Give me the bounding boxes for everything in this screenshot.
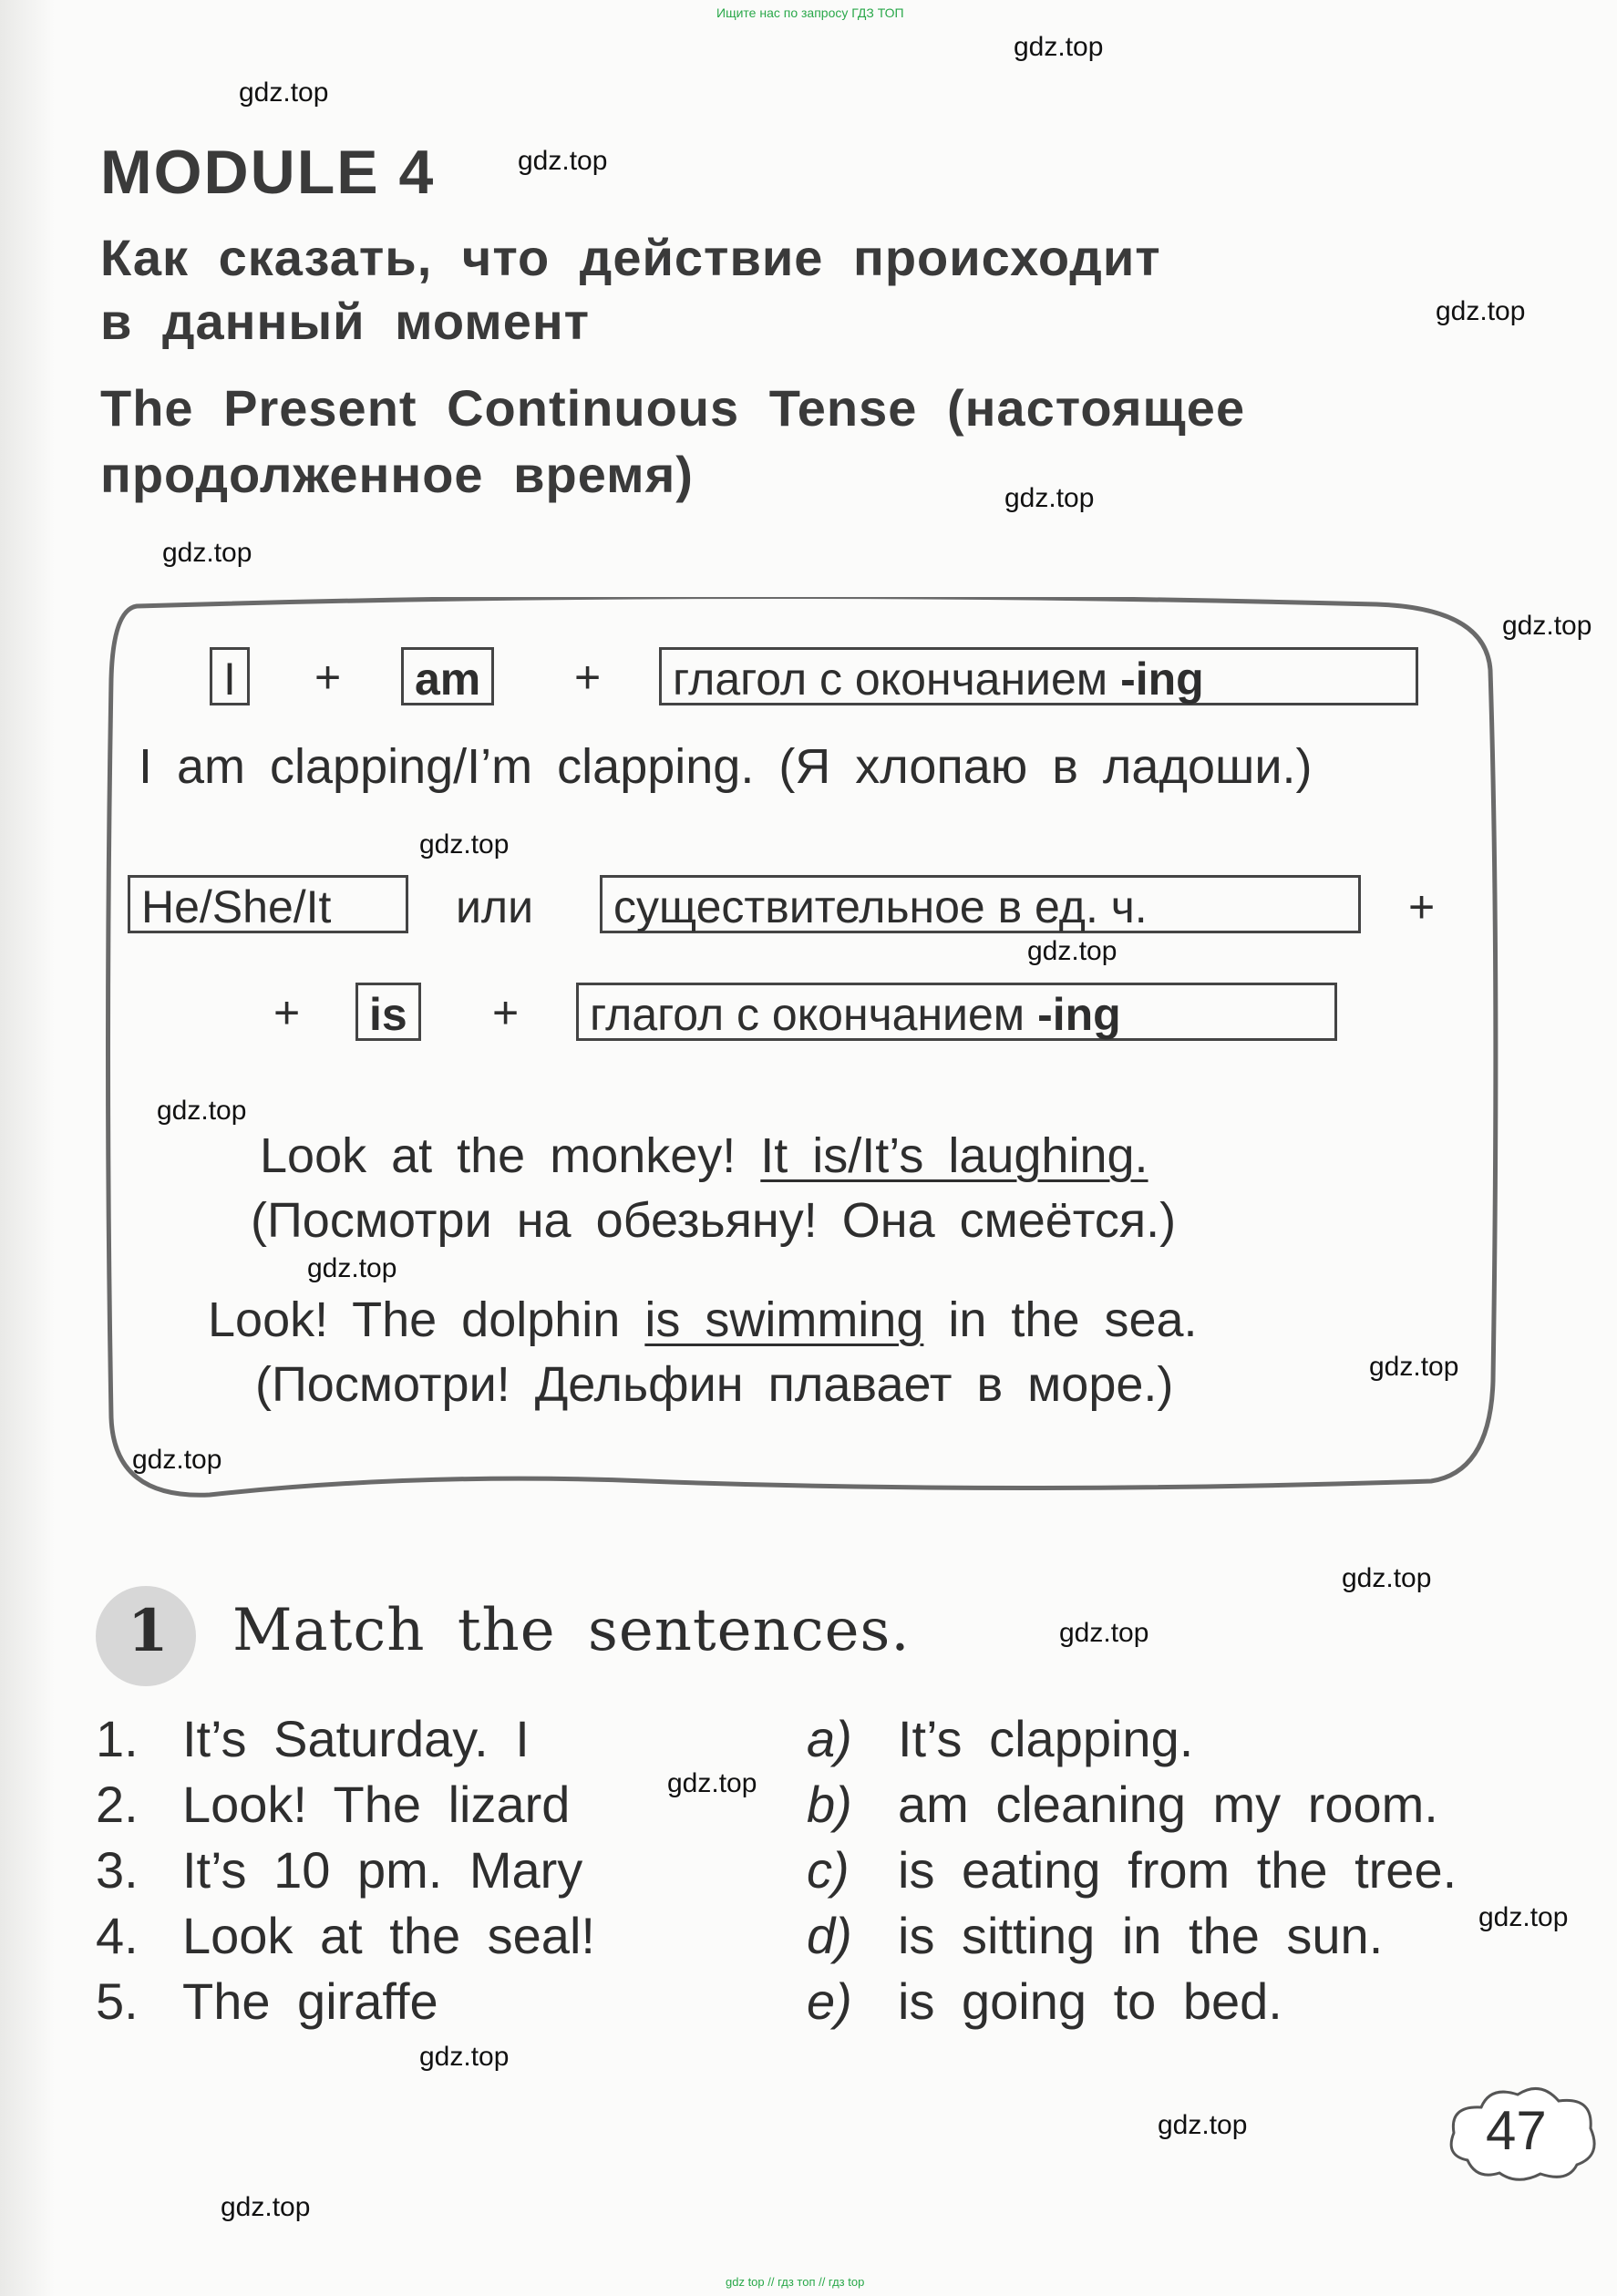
left-item-text: Look at the seal! [182, 1907, 595, 1964]
left-item-num: 5. [96, 1972, 139, 2030]
right-item-text: is sitting in the sun. [898, 1907, 1384, 1964]
right-item-letter: a) [807, 1710, 852, 1767]
example-dolphin-translation: (Посмотри! Дельфин плавает в море.) [255, 1357, 1174, 1412]
plus-sign: + [492, 987, 520, 1038]
left-item-text: It’s Saturday. I [182, 1710, 530, 1767]
task-title: Match the sentences. [232, 1597, 911, 1664]
watermark: gdz.top [307, 1253, 397, 1283]
example-monkey-verb: It is/It’s laughing. [760, 1128, 1148, 1183]
right-item-text: is eating from the tree. [898, 1841, 1457, 1899]
example-monkey [260, 1127, 1148, 1184]
right-item-text: am cleaning my room. [898, 1776, 1438, 1833]
top-banner: Ищите нас по запросу ГДЗ ТОП [716, 5, 904, 20]
example-dolphin [208, 1292, 1198, 1348]
left-item-num: 4. [96, 1907, 139, 1964]
example-monkey-translation: (Посмотри на обезьяну! Она смеётся.) [251, 1193, 1177, 1248]
right-item-letter: c) [807, 1841, 850, 1899]
left-item-num: 2. [96, 1776, 139, 1833]
example-dolphin-end: in the sea. [923, 1292, 1198, 1347]
left-item-num: 1. [96, 1710, 139, 1767]
bottom-banner: gdz top // гдз топ // гдз top [726, 2275, 865, 2289]
ing-suffix: -ing [1120, 654, 1204, 705]
right-item-letter: e) [807, 1972, 852, 2030]
watermark: gdz.top [1342, 1563, 1432, 1593]
watermark: gdz.top [1059, 1618, 1149, 1648]
watermark: gdz.top [157, 1096, 247, 1126]
verb-ing-text: глагол с окончанием [673, 654, 1121, 705]
pronoun-he-she-it-box: He/She/It [128, 875, 408, 933]
watermark: gdz.top [132, 1445, 222, 1475]
aux-is-box: is [355, 983, 421, 1041]
plus-sign: + [273, 987, 301, 1038]
right-item-text: is going to bed. [898, 1972, 1282, 2030]
right-item-text: It’s clapping. [898, 1710, 1194, 1767]
example-monkey-text: Look at the monkey! [260, 1128, 761, 1183]
watermark: gdz.top [667, 1768, 757, 1798]
right-item-letter: d) [807, 1907, 852, 1964]
watermark: gdz.top [1158, 2110, 1248, 2140]
page-edge-shadow [0, 0, 55, 2296]
watermark: gdz.top [221, 2192, 311, 2222]
module-title: MODULE 4 [100, 138, 436, 207]
plus-sign: + [314, 652, 342, 703]
watermark: gdz.top [1502, 611, 1592, 641]
heading-line-2: в данный момент [100, 293, 591, 350]
watermark: gdz.top [518, 146, 608, 176]
or-label: или [456, 881, 534, 932]
watermark: gdz.top [1014, 32, 1104, 62]
plus-sign: + [1408, 881, 1436, 932]
watermark: gdz.top [1004, 483, 1095, 513]
watermark: gdz.top [419, 2042, 510, 2072]
watermark: gdz.top [1478, 1902, 1569, 1932]
verb-ing-text: глагол с окончанием [590, 989, 1038, 1040]
aux-am-box: am [401, 647, 494, 705]
example-dolphin-verb: is swimming [644, 1292, 924, 1347]
pronoun-i-box: I [210, 647, 250, 705]
page-number: 47 [1486, 2100, 1547, 2161]
singular-noun-box: существительное в ед. ч. [600, 875, 1361, 933]
plus-sign: + [574, 652, 602, 703]
left-item-text: Look! The lizard [182, 1776, 571, 1833]
left-item-text: It’s 10 pm. Mary [182, 1841, 583, 1899]
example-dolphin-text: Look! The dolphin [208, 1292, 645, 1347]
left-item-text: The giraffe [182, 1972, 438, 2030]
watermark: gdz.top [419, 829, 510, 860]
heading-line-1: Как сказать, что действие происходит [100, 229, 1161, 286]
watermark: gdz.top [239, 77, 329, 108]
task-number: 1 [128, 1597, 169, 1665]
watermark: gdz.top [162, 538, 252, 568]
watermark: gdz.top [1369, 1352, 1459, 1382]
heading-line-3: The Present Continuous Tense (настоящее [100, 379, 1246, 437]
verb-ing-box [576, 983, 1337, 1041]
heading-line-4: продолженное время) [100, 446, 694, 503]
example-i-am-clapping: I am clapping/I’m clapping. (Я хлопаю в ладоши.) [139, 739, 1313, 794]
ing-suffix: -ing [1037, 989, 1121, 1040]
watermark: gdz.top [1436, 296, 1526, 326]
watermark: gdz.top [1027, 936, 1117, 966]
left-item-num: 3. [96, 1841, 139, 1899]
verb-ing-box [659, 647, 1418, 705]
right-item-letter: b) [807, 1776, 852, 1833]
